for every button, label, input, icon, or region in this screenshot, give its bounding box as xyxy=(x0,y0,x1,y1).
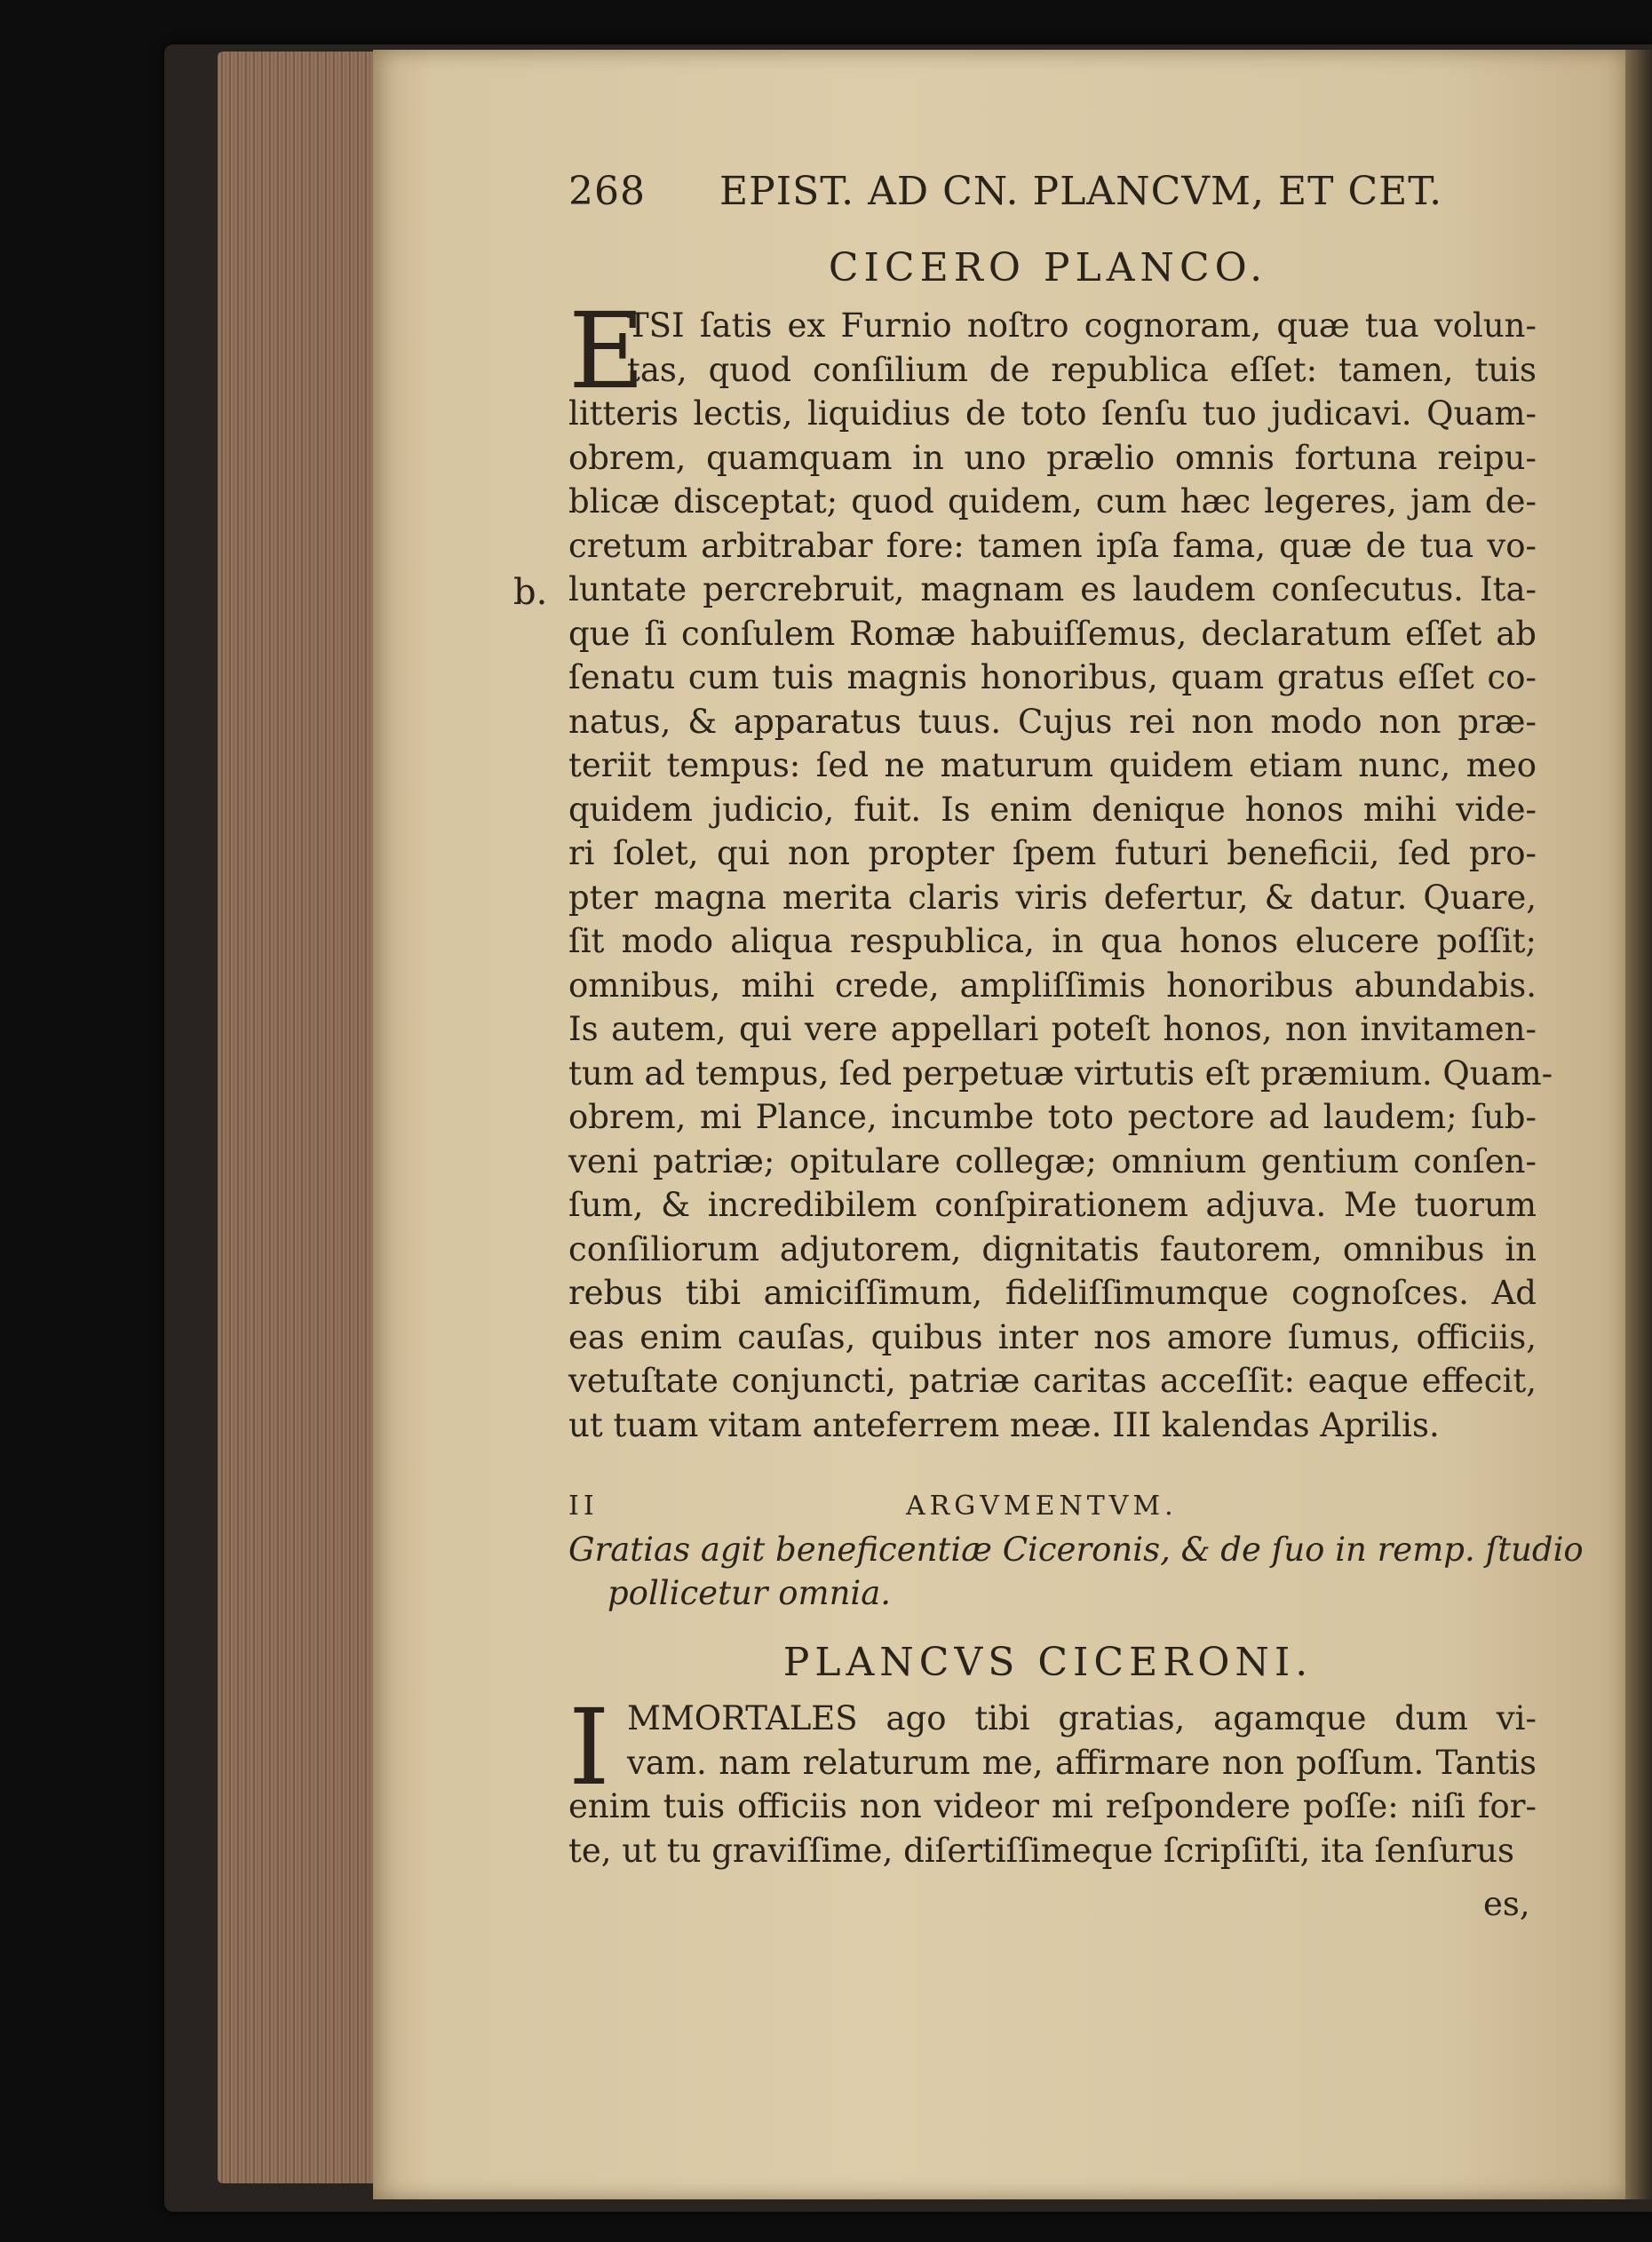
text-line xyxy=(568,1403,1537,1448)
argument-line: Gratias agit beneficentiæ Ciceronis, & de ſuo in remp. ſtudio xyxy=(568,1530,1584,1569)
letter1-dropcap: E xyxy=(568,290,646,412)
page-number: 268 xyxy=(568,169,646,214)
text-line xyxy=(568,831,1537,876)
line-text: ut tuam vitam anteferrem meæ. III kalendas Aprilis. xyxy=(568,1405,1440,1444)
line-text: vam. nam relaturum me, affirmare non poſſum. Tantis xyxy=(627,1743,1537,1782)
line-text: rebus tibi amiciſſimum, fideliſſimumque cognoſces. Ad xyxy=(568,1274,1537,1312)
line-text: ri ſolet, qui non propter ſpem futuri beneficii, ſed pro- xyxy=(568,834,1537,872)
text-line xyxy=(568,1785,1537,1829)
text-line xyxy=(568,1007,1537,1052)
line-text: natus, & apparatus tuus. Cujus rei non modo non præ- xyxy=(568,702,1537,741)
letter2-body xyxy=(568,1686,1537,1872)
line-text: te, ut tu graviſſime, diſertiſſimeque ſcripſiſti, ita ſenſurus xyxy=(568,1831,1515,1870)
running-title: EPIST. AD CN. PLANCVM, ET CET. xyxy=(719,169,1443,214)
text-line xyxy=(568,964,1537,1008)
text-line xyxy=(568,1829,1537,1873)
letter1-body xyxy=(568,304,1553,1447)
margin-note: b. xyxy=(513,572,548,613)
letter-number: II xyxy=(568,1491,599,1522)
text-line xyxy=(568,876,1537,920)
line-text: Is autem, qui vere appellari poteſt honos, non invitamen- xyxy=(568,1010,1537,1048)
text-line xyxy=(568,656,1537,700)
line-text: ſit modo aliqua respublica, in qua honos elucere poſſit; xyxy=(568,922,1537,960)
text-line xyxy=(568,919,1537,964)
letter2-dropcap: I xyxy=(568,1686,610,1809)
line-text: ſenatu cum tuis magnis honoribus, quam gratus eſſet co- xyxy=(568,658,1537,696)
running-head xyxy=(568,169,1528,214)
text-line xyxy=(568,1095,1537,1140)
text-line xyxy=(568,1741,1537,1785)
line-text: obrem, quamquam in uno prælio omnis fortuna reipu- xyxy=(568,438,1537,477)
letter1-heading: CICERO PLANCO. xyxy=(828,245,1268,290)
line-text: tas, quod conſilium de republica eſſet: tamen, tuis xyxy=(627,350,1537,389)
text-line xyxy=(568,524,1537,568)
text-line xyxy=(568,1316,1537,1360)
line-text: vetuſtate conjuncti, patriæ caritas acceſſit: eaque effecit, xyxy=(568,1362,1537,1400)
line-text: teriit tempus: ſed ne maturum quidem etiam nunc, meo xyxy=(568,746,1537,784)
text-line xyxy=(568,612,1537,656)
catchword: es, xyxy=(1483,1885,1530,1923)
text-line xyxy=(568,1052,1553,1096)
text-line xyxy=(568,1271,1537,1316)
line-text: MMORTALES ago tibi gratias, agamque dum vi- xyxy=(627,1699,1537,1737)
text-line xyxy=(568,1140,1537,1184)
text-line xyxy=(568,1183,1537,1228)
line-text: ſum, & incredibilem conſpirationem adjuva. Me tuorum xyxy=(568,1186,1537,1224)
line-text: litteris lectis, liquidius de toto ſenſu tuo judicavi. Quam- xyxy=(568,394,1537,433)
line-text: omnibus, mihi crede, ampliſſimis honoribus abundabis. xyxy=(568,966,1537,1005)
text-line xyxy=(568,480,1537,524)
text-line xyxy=(568,348,1537,393)
line-text: que ſi conſulem Romæ habuiſſemus, declaratum eſſet ab xyxy=(568,614,1537,653)
line-text: TSI ſatis ex Furnio noſtro cognoram, quæ tua volun- xyxy=(627,306,1537,345)
text-line xyxy=(568,392,1537,436)
text-line xyxy=(568,436,1537,481)
text-line xyxy=(568,304,1537,348)
line-text: veni patriæ; opitulare collegæ; omnium gentium conſen- xyxy=(568,1141,1537,1181)
gutter-shadow xyxy=(1625,50,1652,2199)
line-text: enim tuis officiis non videor mi reſpondere poſſe: niſi for- xyxy=(568,1787,1537,1825)
letter2-heading: PLANCVS CICERONI. xyxy=(782,1640,1314,1685)
text-line xyxy=(568,1359,1537,1403)
line-text: obrem, mi Plance, incumbe toto pectore ad laudem; ſub- xyxy=(568,1098,1537,1136)
line-text: pter magna merita claris viris defertur, & datur. Quare, xyxy=(568,878,1537,917)
line-text: luntate percrebruit, magnam es laudem conſecutus. Ita- xyxy=(568,570,1537,608)
text-line xyxy=(568,568,1537,612)
text-line xyxy=(568,743,1537,788)
text-line xyxy=(568,1697,1537,1741)
text-line xyxy=(568,788,1537,832)
line-text: quidem judicio, fuit. Is enim denique honos mihi vide- xyxy=(568,790,1537,829)
text-line xyxy=(568,1228,1537,1272)
argument-text xyxy=(568,1528,1584,1615)
text-line xyxy=(568,700,1537,744)
argument-line: pollicetur omnia. xyxy=(608,1574,892,1612)
line-text: conſiliorum adjutorem, dignitatis fautorem, omnibus in xyxy=(568,1229,1537,1268)
line-text: eas enim cauſas, quibus inter nos amore ſumus, officiis, xyxy=(568,1317,1537,1356)
line-text: blicæ disceptat; quod quidem, cum hæc legeres, jam de- xyxy=(568,482,1537,521)
line-text: tum ad tempus, ſed perpetuæ virtutis eſt præmium. Quam- xyxy=(568,1053,1553,1093)
argument-label: ARGVMENTVM. xyxy=(906,1491,1178,1522)
page-edges xyxy=(218,52,386,2183)
line-text: cretum arbitrabar fore: tamen ipſa fama, quæ de tua vo- xyxy=(568,526,1537,565)
